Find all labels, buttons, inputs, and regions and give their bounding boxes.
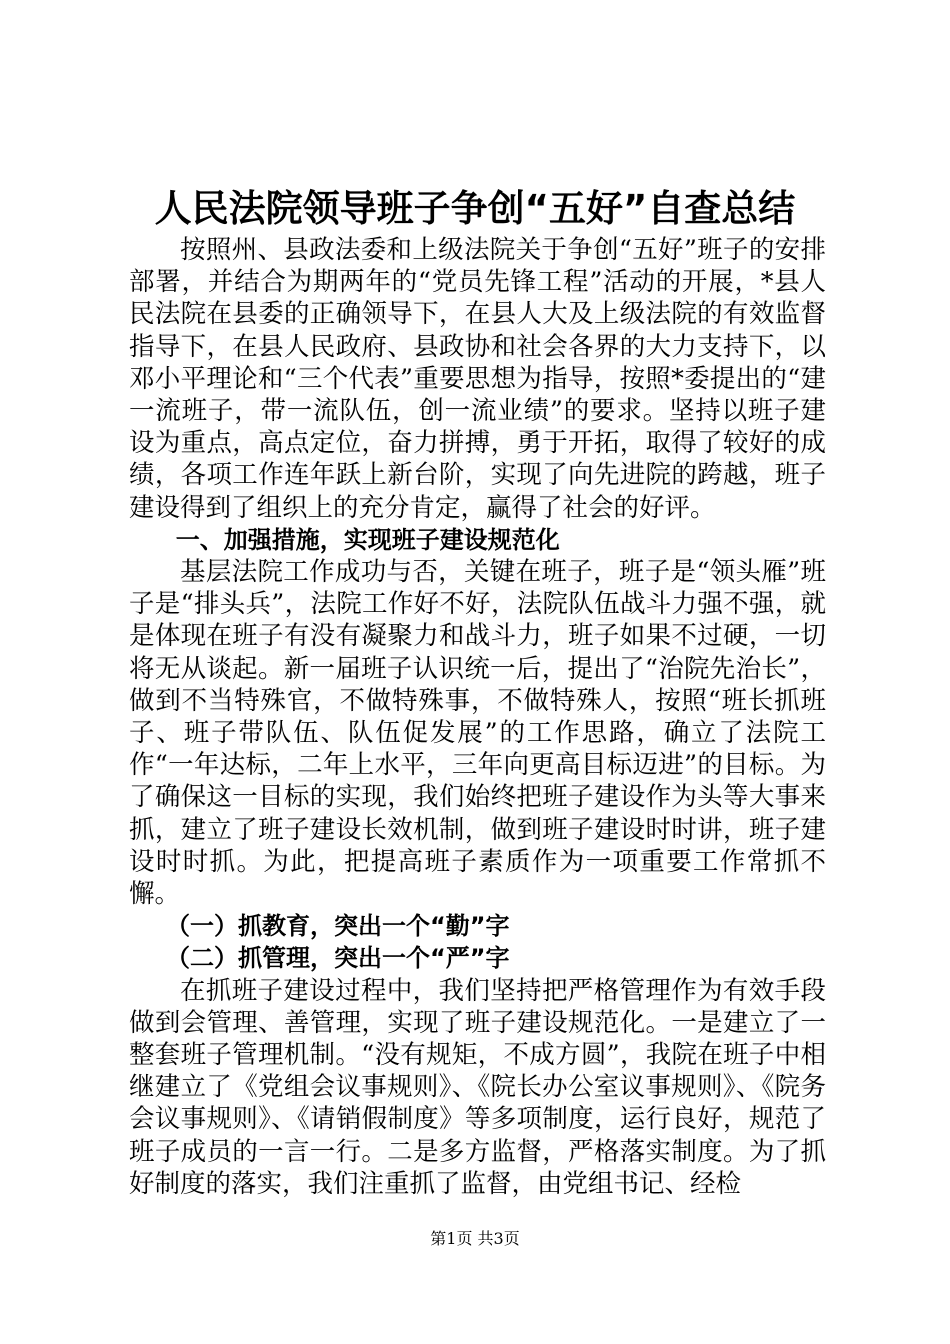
section-heading-1: 一、加强措施，实现班子建设规范化 [175, 525, 560, 554]
document-body [129, 234, 826, 1200]
page-footer: 第1页 共3页 [430, 1229, 520, 1248]
subsection-heading-2: （二）抓管理，突出一个“严”字 [166, 944, 510, 973]
section-1-paragraph: 基层法院工作成功与否，关键在班子，班子是“领头雁”班子是“排头兵”，法院工作好不好，法院队伍战斗力强不强，就是体现在班子有没有凝聚力和战斗力，班子如果不过硬，一切将无从谈起。新一届班子认识统一后，提出了“治院先治长”，做到不当特殊官，不做特殊事，不做特殊人，按照“班长抓班子、班子带队伍、队伍促发展”的工作思路，确立了法院工作“一年达标，二年上水平，三年向更高目标迈进”的目标。为了确保这一目标的实现，我们始终把班子建设作为头等大事来抓，建立了班子建设长效机制，做到班子建设时时讲，班子建设时时抓。为此，把提高班子素质作为一项重要工作常抓不懈。 [129, 557, 826, 910]
intro-paragraph: 按照州、县政法委和上级法院关于争创“五好”班子的安排部署，并结合为期两年的“党员先锋工程”活动的开展，*县人民法院在县委的正确领导下，在县人大及上级法院的有效监督指导下，在县人民政府、县政协和社会各界的大力支持下，以邓小平理论和“三个代表”重要思想为指导，按照*委提出的“建一流班子，带一流队伍，创一流业绩”的要求。坚持以班子建设为重点，高点定位，奋力拼搏，勇于开拓，取得了较好的成绩，各项工作连年跃上新台阶，实现了向先进院的跨越，班子建设得到了组织上的充分肯定，赢得了社会的好评。 [129, 235, 826, 523]
subsection-2-paragraph: 在抓班子建设过程中，我们坚持把严格管理作为有效手段做到会管理、善管理，实现了班子建设规范化。一是建立了一整套班子管理机制。“没有规矩，不成方圆”，我院在班子中相继建立了《党组会议事规则》、《院长办公室议事规则》、《院务会议事规则》、《请销假制度》等多项制度，运行良好，规范了班子成员的一言一行。二是多方监督，严格落实制度。为了抓好制度的落实，我们注重抓了监督，由党组书记、经检 [129, 975, 826, 1199]
subsection-heading-1: （一）抓教育，突出一个“勤”字 [166, 912, 510, 941]
document-title: 人民法院领导班子争创“五好”自查总结 [154, 187, 796, 230]
